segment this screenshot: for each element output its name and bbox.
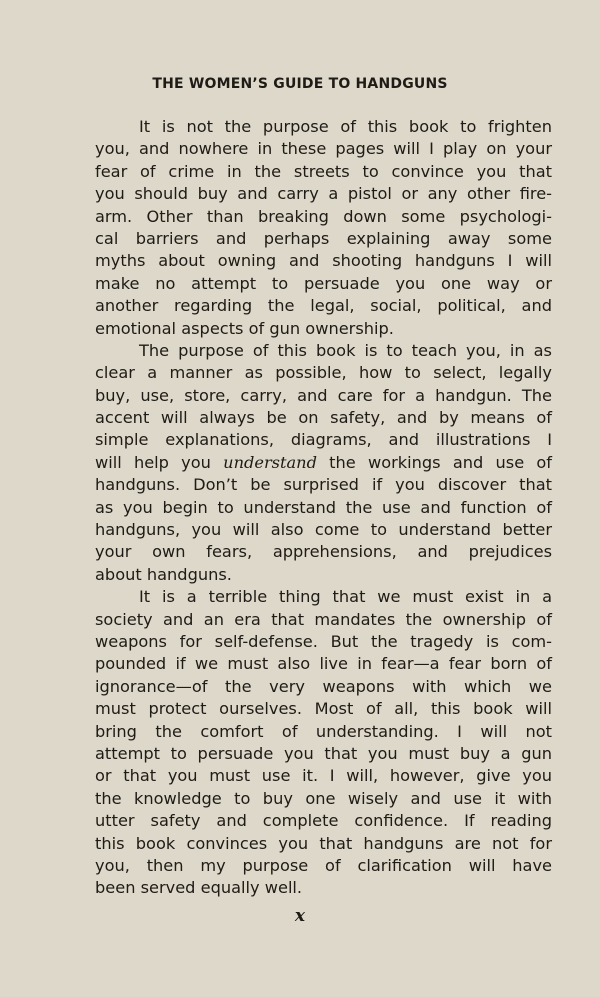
paragraph-3 [95, 586, 552, 899]
text-line: fear of crime in the streets to convince you that [95, 161, 552, 181]
text-line: must protect ourselves. Most of all, this book will [95, 699, 552, 719]
text-line: cal barriers and perhaps explaining away some [95, 228, 552, 248]
paragraph-1 [95, 116, 552, 340]
text-line: you should buy and carry a pistol or any other fire- [95, 184, 552, 204]
text-line: handguns. Don’t be surprised if you discover that [95, 475, 552, 495]
text-line: bring the comfort of understanding. I will not [95, 721, 552, 741]
text-segment: will help you [95, 452, 224, 472]
text-line: handguns, you will also come to understand better [95, 520, 552, 540]
text-line: arm. Other than breaking down some psychologi- [95, 206, 552, 226]
text-line: myths about owning and shooting handguns I will [95, 251, 552, 271]
text-line: another regarding the legal, social, political, and [95, 296, 552, 316]
page-number: x [294, 906, 306, 926]
text-line: society and an era that mandates the ownership of [95, 609, 552, 629]
text-line: It is not the purpose of this book to frighten [139, 117, 552, 136]
text-line: you, then my purpose of clarification will have [95, 855, 552, 875]
text-line: attempt to persuade you that you must buy a gun [95, 743, 552, 763]
text-line: buy, use, store, carry, and care for a handgun. The [95, 385, 552, 405]
text-line: about handguns. [95, 564, 232, 584]
text-line: or that you must use it. I will, however, give you [95, 766, 552, 786]
text-segment: the workings and use of [316, 452, 553, 472]
text-line: been served equally well. [95, 878, 303, 898]
text-line: It is a terrible thing that we must exist in a [139, 587, 552, 607]
text-line: ignorance—of the very weapons with which we [95, 676, 552, 696]
text-line: pounded if we must also live in fear—a fear born of [95, 654, 552, 674]
text-line: make no attempt to persuade you one way or [95, 273, 552, 293]
text-line: this book convinces you that handguns are not for [95, 833, 552, 853]
paragraph-2 [95, 340, 552, 586]
text-line: as you begin to understand the use and function of [95, 497, 552, 517]
text-line-with-emphasis [95, 452, 552, 474]
text-line: your own fears, apprehensions, and prejudices [95, 542, 552, 562]
text-line: weapons for self-defense. But the tragedy is com- [95, 631, 552, 651]
body-text [95, 116, 552, 900]
emphasis-word: understand [223, 452, 317, 472]
text-line: utter safety and complete confidence. If reading [95, 811, 552, 831]
running-head: THE WOMEN’S GUIDE TO HANDGUNS [152, 76, 448, 92]
text-line: clear a manner as possible, how to select, legally [95, 363, 552, 383]
text-line: simple explanations, diagrams, and illustrations I [95, 430, 552, 450]
text-line: The purpose of this book is to teach you, in as [139, 340, 552, 360]
text-line: you, and nowhere in these pages will I play on your [95, 139, 552, 159]
text-line: accent will always be on safety, and by means of [95, 408, 552, 428]
text-line: the knowledge to buy one wisely and use it with [95, 788, 552, 808]
text-line: emotional aspects of gun ownership. [95, 318, 394, 338]
